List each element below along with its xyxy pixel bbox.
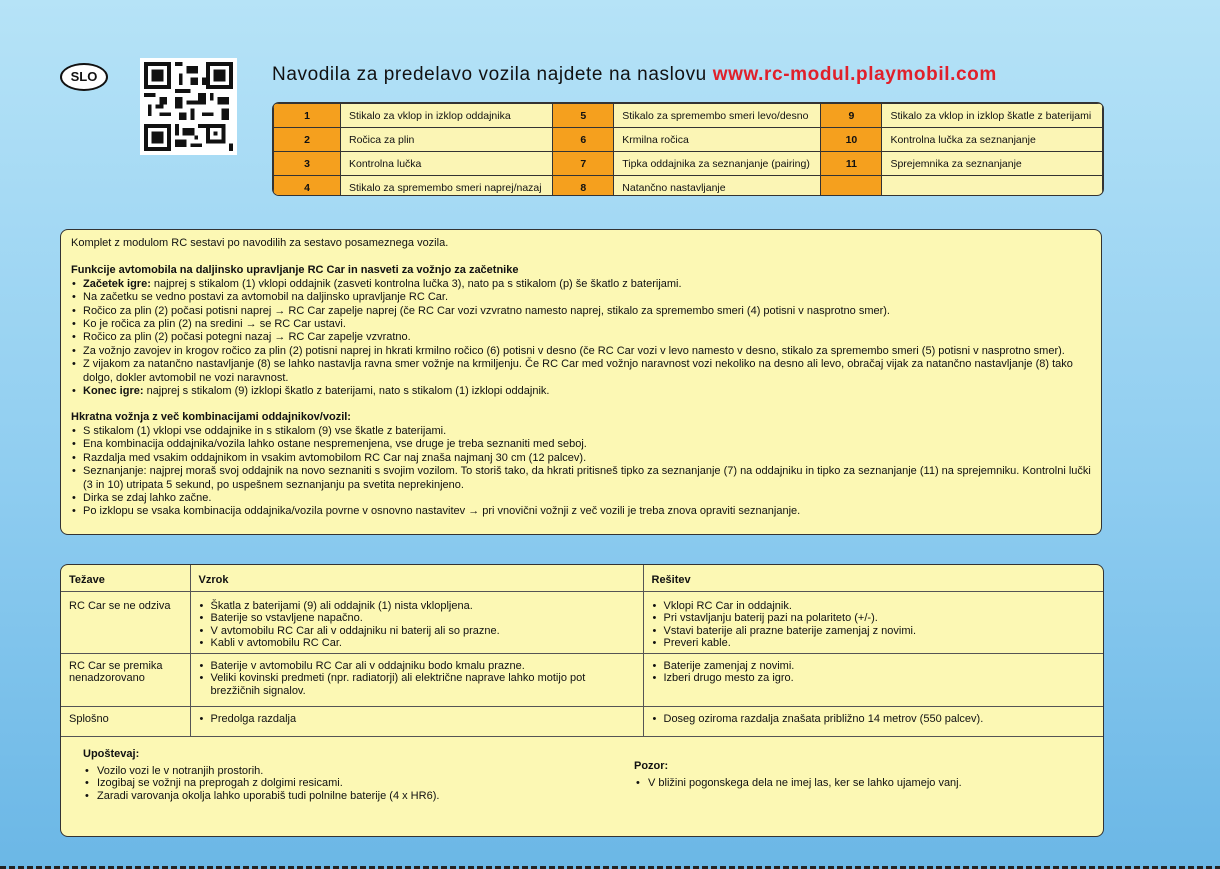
legend-label: Krmilna ročica xyxy=(614,128,821,152)
note-item: • V bližini pogonskega dela ne imej las, ker se lahko ujamejo vanj. xyxy=(634,777,962,790)
legend-number: 10 xyxy=(821,128,882,152)
cause-item: • V avtomobilu RC Car ali v oddajniku ni baterij ali so prazne. xyxy=(199,625,635,638)
list-item: • Ena kombinacija oddajnika/vozila lahko ostane nespremenjena, vse druge je treba seznaniti med seboj. xyxy=(71,438,1091,451)
list-item: • Za vožnjo zavojev in krogov ročico za plin (2) potisni naprej in hkrati krmilno ročico (6) potisni v desno (če RC Car vozi v levo namesto v desno, stikalo za spremembo smeri (5) potisni v nasprotno smer). xyxy=(71,345,1091,358)
legend-number: 2 xyxy=(274,128,341,152)
solution-item: • Vklopi RC Car in oddajnik. xyxy=(652,600,1096,613)
problem-cell: Splošno xyxy=(61,706,190,736)
legend-label: Stikalo za spremembo smeri naprej/nazaj xyxy=(341,176,553,197)
intro-text: Komplet z modulom RC sestavi po navodilih za sestavo posameznega vozila. xyxy=(71,237,449,249)
notes-section xyxy=(61,745,1103,835)
cause-item: • Baterije so vstavljene napačno. xyxy=(199,612,635,625)
list-item: • Ročico za plin (2) počasi potegni nazaj → RC Car zapelje vzvratno. xyxy=(71,331,1091,344)
cause-item: • Baterije v avtomobilu RC Car ali v oddajniku bodo kmalu prazne. xyxy=(199,660,635,673)
note-item: • Vozilo vozi le v notranjih prostorih. xyxy=(83,765,439,778)
legend-number: 1 xyxy=(274,104,341,128)
list-item: • Ročico za plin (2) počasi potisni naprej → RC Car zapelje naprej (če RC Car vozi vzvratno namesto naprej, stikalo za spremembo smeri (4) potisni v nasprotno smer). xyxy=(71,305,1091,318)
multi-heading: Hkratna vožnja z več kombinacijami oddajnikov/vozil: xyxy=(71,411,351,424)
table-row xyxy=(61,591,1103,653)
list-item: • S stikalom (1) vklopi vse oddajnike in s stikalom (9) vse škatle z baterijami. xyxy=(71,425,1091,438)
column-header: Težave xyxy=(61,565,190,591)
cause-item: • Predolga razdalja xyxy=(199,713,635,726)
headline-text: Navodila za predelavo vozila najdete na naslovu xyxy=(272,64,713,85)
legend-number: 5 xyxy=(553,104,614,128)
notes-right xyxy=(634,760,962,789)
legend-label: Natančno nastavljanje xyxy=(614,176,821,197)
legend-label: Stikalo za vklop in izklop škatle z baterijami xyxy=(882,104,1103,128)
list-item: • Z vijakom za natančno nastavljanje (8) se lahko nastavlja ravna smer vožnje na krmiljenju. Če RC Car med vožnjo naravnost vozi nekoliko na desno ali levo, obračaj vijak za natančno nastavljanje (8) tako dolgo, dokler avtomobil ne vozi naravnost. xyxy=(71,358,1091,385)
legend-number: 11 xyxy=(821,152,882,176)
list-item: • Seznanjanje: najprej moraš svoj oddajnik na novo seznaniti s svojim vozilom. To storiš tako, da hkrati pritisneš tipko za seznanjanje (7) na oddajniku in tipko za seznanjanje (11) na sprejemniku. Kontrolni lučki (3 in 10) utripata 5 sekund, po uspešnem seznanjanju pa svetita neprekinjeno. xyxy=(71,465,1091,492)
website-link[interactable]: www.rc-modul.playmobil.com xyxy=(712,64,997,85)
solution-item: • Baterije zamenjaj z novimi. xyxy=(652,660,1096,673)
language-badge: SLO xyxy=(60,63,108,91)
functions-heading: Funkcije avtomobila na daljinsko upravljanje RC Car in nasveti za vožnjo za začetnike xyxy=(71,264,519,277)
legend-number: 9 xyxy=(821,104,882,128)
note-item: • Izogibaj se vožnji na preprogah z dolgimi resicami. xyxy=(83,777,439,790)
solution-item: • Pri vstavljanju baterij pazi na polariteto (+/-). xyxy=(652,612,1096,625)
solution-item: • Preveri kable. xyxy=(652,637,1096,650)
warning-heading: Pozor: xyxy=(634,760,669,772)
legend-row xyxy=(274,128,1103,152)
legend-number: 4 xyxy=(274,176,341,197)
list-item: • Konec igre: najprej s stikalom (9) izklopi škatlo z baterijami, nato s stikalom (1) izklopi oddajnik. xyxy=(71,385,1091,398)
troubleshooting-table xyxy=(61,565,1103,737)
troubleshooting-panel xyxy=(60,564,1104,837)
legend-label xyxy=(882,176,1103,197)
legend-number: 7 xyxy=(553,152,614,176)
list-item: • Ko je ročica za plin (2) na sredini → se RC Car ustavi. xyxy=(71,318,1091,331)
solution-item: • Doseg oziroma razdalja znašata približno 14 metrov (550 palcev). xyxy=(652,713,1096,726)
legend-number: 3 xyxy=(274,152,341,176)
list-item: • Po izklopu se vsaka kombinacija oddajnika/vozila povrne v osnovno nastavitev → pri vnovični vožnji z več vozili je treba znova opraviti seznanjanje. xyxy=(71,505,1091,518)
legend-number: 6 xyxy=(553,128,614,152)
column-header: Vzrok xyxy=(190,565,643,591)
notes-heading: Upoštevaj: xyxy=(83,748,140,760)
functions-list xyxy=(71,278,1091,399)
list-item: • Dirka se zdaj lahko začne. xyxy=(71,492,1091,505)
headline xyxy=(272,64,997,86)
legend-label: Kontrolna lučka za seznanjanje xyxy=(882,128,1103,152)
cause-item: • Škatla z baterijami (9) ali oddajnik (1) nista vklopljena. xyxy=(199,600,635,613)
list-item: • Razdalja med vsakim oddajnikom in vsakim avtomobilom RC Car naj znaša najmanj 30 cm (12 palcev). xyxy=(71,452,1091,465)
parts-legend xyxy=(272,102,1104,196)
list-item: • Začetek igre: najprej s stikalom (1) vklopi oddajnik (zasveti kontrolna lučka 3), nato pa s stikalom (p) še škatlo z baterijami. xyxy=(71,278,1091,291)
legend-number: 8 xyxy=(553,176,614,197)
note-item: • Zaradi varovanja okolja lahko uporabiš tudi polnilne baterije (4 x HR6). xyxy=(83,790,439,803)
legend-label: Tipka oddajnika za seznanjanje (pairing) xyxy=(614,152,821,176)
notes-left xyxy=(83,748,439,802)
table-row xyxy=(61,653,1103,706)
problem-cell: RC Car se ne odziva xyxy=(61,591,190,653)
table-header-row xyxy=(61,565,1103,591)
legend-row xyxy=(274,176,1103,197)
legend-row xyxy=(274,152,1103,176)
legend-label: Kontrolna lučka xyxy=(341,152,553,176)
problem-cell: RC Car se premika nenadzorovano xyxy=(61,653,190,706)
cause-item: • Kabli v avtomobilu RC Car. xyxy=(199,637,635,650)
column-header: Rešitev xyxy=(643,565,1103,591)
legend-label: Sprejemnika za seznanjanje xyxy=(882,152,1103,176)
legend-number xyxy=(821,176,882,197)
multi-list xyxy=(71,425,1091,519)
legend-label: Stikalo za vklop in izklop oddajnika xyxy=(341,104,553,128)
legend-label: Stikalo za spremembo smeri levo/desno xyxy=(614,104,821,128)
solution-item: • Izberi drugo mesto za igro. xyxy=(652,672,1096,685)
legend-row xyxy=(274,104,1103,128)
cause-item: • Veliki kovinski predmeti (npr. radiatorji) ali električne naprave lahko motijo pot brezžičnih signalov. xyxy=(199,672,635,697)
legend-label: Ročica za plin xyxy=(341,128,553,152)
table-row xyxy=(61,706,1103,736)
solution-item: • Vstavi baterije ali prazne baterije zamenjaj z novimi. xyxy=(652,625,1096,638)
list-item: • Na začetku se vedno postavi za avtomobil na daljinsko upravljanje RC Car. xyxy=(71,291,1091,304)
instructions-panel xyxy=(60,229,1102,535)
qr-code xyxy=(140,58,237,155)
